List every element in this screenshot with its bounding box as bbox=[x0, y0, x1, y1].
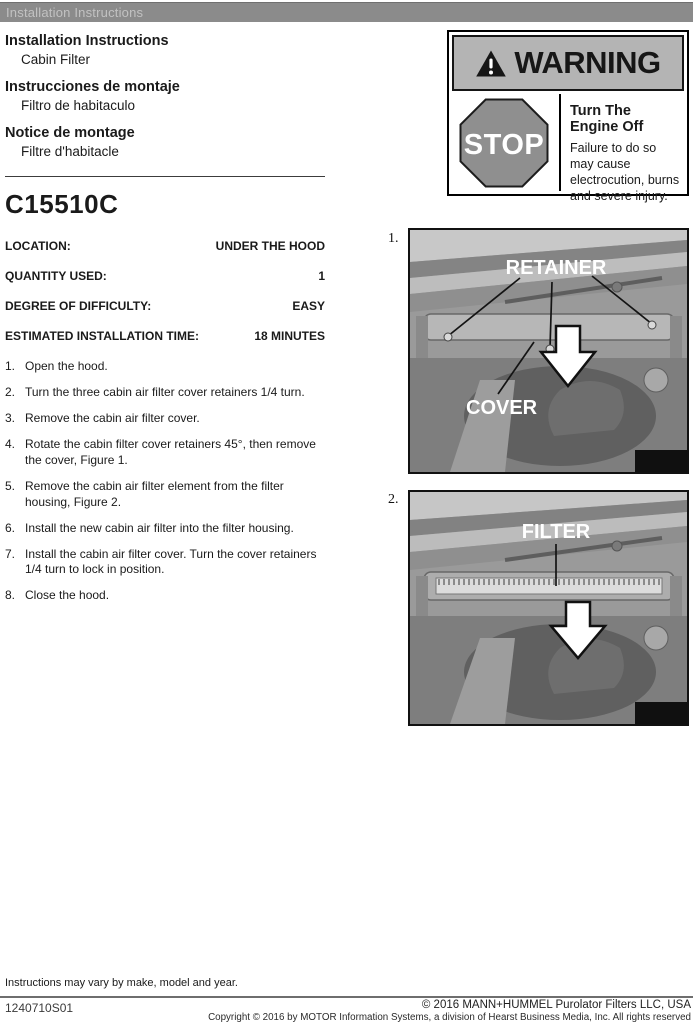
header-subtitle-english: Cabin Filter bbox=[21, 52, 91, 67]
spec-row-quantity bbox=[5, 269, 325, 283]
spec-label: ESTIMATED INSTALLATION TIME: bbox=[5, 329, 199, 343]
spec-row-location bbox=[5, 239, 325, 253]
figure2-number: 2. bbox=[388, 492, 399, 507]
title-bar bbox=[0, 2, 693, 22]
step-3 bbox=[5, 411, 327, 427]
step-number: 2. bbox=[5, 385, 16, 400]
instruction-steps bbox=[5, 359, 335, 604]
copyright-line-1: © 2016 MANN+HUMMEL Purolator Filters LLC, USA bbox=[421, 999, 691, 1011]
step-number: 1. bbox=[5, 359, 16, 373]
step-1 bbox=[5, 359, 327, 375]
copyright-block bbox=[208, 999, 691, 1023]
step-text: Rotate the cabin filter cover retainers 45°, then remove the cover, Figure 1. bbox=[25, 437, 316, 467]
photo-corner-block bbox=[635, 702, 687, 724]
retainer-dot bbox=[648, 321, 656, 329]
step-4 bbox=[5, 437, 327, 468]
step-6 bbox=[5, 521, 327, 537]
step-text: Remove the cabin air filter element from the filter housing, Figure 2. bbox=[25, 478, 284, 509]
photo-corner-block bbox=[635, 450, 687, 472]
stop-sign-label: STOP bbox=[463, 128, 545, 161]
spec-table bbox=[5, 239, 335, 343]
figure1-illustration bbox=[410, 230, 687, 472]
retainer-dot bbox=[444, 333, 452, 341]
title-bar-label: Installation Instructions bbox=[6, 5, 144, 20]
left-column bbox=[5, 33, 335, 615]
step-text: Turn the three cabin air filter cover retainers 1/4 turn. bbox=[25, 385, 305, 400]
step-number: 6. bbox=[5, 520, 16, 535]
spec-value: 18 MINUTES bbox=[254, 329, 325, 343]
spec-label: LOCATION: bbox=[5, 239, 71, 253]
document-number: 1240710S01 bbox=[5, 1001, 74, 1015]
step-7 bbox=[5, 547, 327, 578]
spec-value: 1 bbox=[318, 269, 325, 283]
step-number: 5. bbox=[5, 478, 16, 493]
header-title-french: Notice de montage bbox=[5, 125, 135, 141]
step-text: Remove the cabin air filter cover. bbox=[25, 411, 200, 426]
spec-value: EASY bbox=[292, 299, 325, 313]
step-number: 3. bbox=[5, 411, 16, 426]
step-number: 8. bbox=[5, 588, 16, 603]
step-text: Close the hood. bbox=[25, 588, 110, 603]
figure2-photo bbox=[408, 490, 689, 726]
copyright-line-2: Copyright © 2016 by MOTOR Information Systems, a division of Hearst Business Media, Inc. All rights reserved bbox=[208, 1012, 691, 1023]
header-group-french bbox=[5, 125, 335, 159]
header-title-spanish: Instrucciones de montaje bbox=[5, 79, 180, 95]
step-number: 7. bbox=[5, 546, 16, 561]
spec-row-time bbox=[5, 329, 325, 343]
step-text: Install the cabin air filter cover. Turn the cover retainers 1/4 turn to lock in position. bbox=[25, 546, 317, 577]
warning-text-cell bbox=[561, 94, 687, 203]
step-text: Open the hood. bbox=[25, 359, 108, 373]
divider-line bbox=[5, 176, 325, 177]
warning-box bbox=[447, 30, 689, 203]
header-subtitle-spanish: Filtro de habitaculo bbox=[21, 98, 136, 113]
step-8 bbox=[5, 588, 327, 604]
cover-label: COVER bbox=[466, 397, 538, 419]
spec-label: DEGREE OF DIFFICULTY: bbox=[5, 299, 152, 313]
warning-triangle-icon bbox=[475, 49, 507, 78]
spec-label: QUANTITY USED: bbox=[5, 269, 107, 283]
step-2 bbox=[5, 385, 327, 401]
footer-note: Instructions may vary by make, model and year. bbox=[5, 977, 238, 989]
warning-message: Failure to do so may cause electrocution, burns and severe injury. bbox=[570, 141, 680, 203]
retainer-label: RETAINER bbox=[505, 257, 607, 279]
figure2-illustration bbox=[410, 492, 687, 724]
spec-value: UNDER THE HOOD bbox=[215, 239, 325, 253]
figure1-number: 1. bbox=[388, 231, 399, 246]
step-text: Install the new cabin air filter into the filter housing. bbox=[25, 520, 294, 535]
footer-divider bbox=[0, 996, 693, 998]
header-group-spanish bbox=[5, 79, 335, 113]
warning-header bbox=[452, 35, 684, 91]
warning-label: WARNING bbox=[514, 45, 661, 80]
header-title-english: Installation Instructions bbox=[5, 33, 169, 49]
cabin-filter-cover bbox=[424, 314, 674, 340]
step-number: 4. bbox=[5, 437, 16, 452]
warning-title: Turn The Engine Off bbox=[570, 103, 644, 135]
stop-sign-icon bbox=[459, 98, 549, 188]
figure1-photo bbox=[408, 228, 689, 474]
filter-label: FILTER bbox=[521, 521, 591, 543]
stop-sign-cell bbox=[449, 94, 561, 191]
step-5 bbox=[5, 479, 327, 510]
header-subtitle-french: Filtre d'habitacle bbox=[21, 144, 119, 159]
header-group-english bbox=[5, 33, 335, 67]
part-number: C15510C bbox=[5, 189, 119, 219]
warning-body bbox=[449, 94, 687, 203]
spec-row-difficulty bbox=[5, 299, 325, 313]
